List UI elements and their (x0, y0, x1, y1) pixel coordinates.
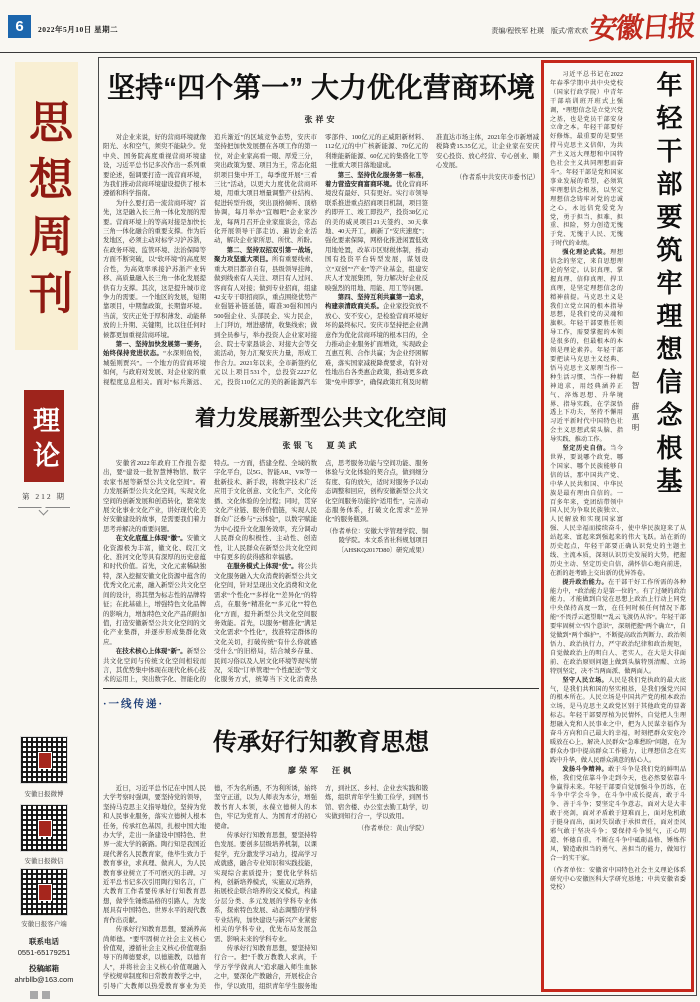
column-tag (103, 688, 539, 712)
header-divider (0, 52, 700, 53)
article-paragraph: 第三、坚持优化服务第一标准，着力营造安商富商环境。优化营商环境没有最好、只有更好。实行市领导联系推进重点招商项目机制，项目签约即开工、竣工即投产，投资38亿元的美的威灵项目21天签约、30天拿地、40天开工，刷新了“安庆速度”；强化要素保障，网格化推进闲置低效用地处置，改革市区财税体制，推动国有投资平台转型发展，谋划设立“双创”“产业”等产业基金，组建安庆人才发展集团，努力解决好企业反映强烈的用地、用能、用工等问题。 (325, 171, 429, 292)
section-badge: 理论 (24, 390, 64, 482)
article-author: 廖荣军 汪枫 (288, 766, 354, 775)
email-label: 投稿邮箱 (29, 964, 59, 973)
content-frame (98, 57, 697, 996)
article-title: 坚持“四个第一” 大力优化营商环境 (107, 72, 535, 103)
article-paragraph: 在服务模式上体现“优”。将公共文化服务融入大众消费的新型公共文化空间，针对呈现出文化消费和文化需求“个性化”“多样化”“差异化”的特点，在服务“精准化”“多元化”“特色化”方面，提升新型公共文化空间服务效能。首先，以服务“精准化”满足文化需求“个性化”，找准特定群体的文化关切，打破传统“有什么你就感受什么”的旧格局，结合城乡存量、民间习俗以及人居文化环境等现实情况，采取“订单管理”“个性配送”等文化服务方式，统筹当下文化消费热点，思考服务功能与空间功能、服务体验与文化体验的契合点，做到细分有度、有的放矢，适时对服务予以动态调整和回应，创构安徽新型公共文化空间服务功能的“适用性”，完善动态服务体系，打破文化需求“差异化”的服务瓶颈。 (214, 460, 428, 684)
article-xingzhi-education (103, 722, 539, 996)
article-body (103, 784, 539, 996)
featured-article-ideals (541, 60, 694, 992)
article-paragraph: 第一、坚持加快发展第一要务，始终保持竞进状态。“水深则鱼悦，城强则贾兴”。一个地方的营商环境如何，与政府对发展、对企业家的重视程度息息相关。面对“标兵渐远、追兵渐近”的区域竞争态势，安庆市坚持把加快发展摆在各项工作的第一位，对企业家高看一眼、厚爱三分，突出政策为要、项目为王，常态化组织项目集中开工，每季度开展“三看三比”活动，以更大力度优化营商环境，用重大项目增量调整产业结构、促进转型升级，突出顶格倾听、顶格协调，每月举办“宜咖吧”企业家沙龙，每两月召开企业家座谈会，常态化开展领导干部走访、遍访企业活动，解决企业家所思、所忧、所盼。 (103, 134, 317, 386)
article-paragraph: 安徽省2022年政府工作报告提出，要“建设一批智慧博物馆、数字农家书屋等新型公共文化空间”。着力发展新型公共文化空间，实现文化空间的创新发展和创造转化，繁荣发展文化事业文化产业，讲好现代化美好安徽建设的故事，是需要我们着力思考并解决的重要问题。 (103, 460, 206, 533)
qr-label-app: 安徽日报客户端 (21, 921, 67, 928)
article-body (103, 459, 539, 693)
page-number-badge: 6 (8, 15, 31, 38)
author-note: （作者单位：安徽大学管理学院、铜陵学院。本文系省社科规划项目〔AHSKQ2017D80〕研究成果） (325, 527, 428, 554)
page-footer-marks (30, 986, 54, 1002)
article-paragraph: 提升政治能力。在干部干好工作所需的各种能力中，“政治能力是第一位的”。有了过硬的政治能力，才能做到自觉在思想上政治上行动上同党中央保持高度一致，在任何时候任何情况下都能“不畏浮云遮望眼”“乱云飞渡仍从容”。年轻干部要牢固树立“四个意识”，深刻把握“两个确立”，自觉做到“两个维护”，不断提高政治判断力、政治领悟力、政治执行力，严守政治纪律和政治规矩，自觉做政治上的明白人、老实人，在大是大非面前、在政治原则问题上做到头脑特别清醒、立场特别坚定，决不当两面派、做两面人。 (550, 578, 687, 675)
article-paragraph: 近日，习近平总书记在中国人民大学考察时强调，要坚持党的领导，坚持马克思主义指导地位，坚持为党和人民事业服务，落实立德树人根本任务，传承红色基因，扎根中国大地办大学，走出一条建设中国特色、世界一流大学的新路。陶行知是我国近现代著名人民教育家，他毕生致力于教育事业，求真理、做真人，为人民教育事业树立了不可磨灭的丰碑。习近平总书记多次引用陶行知名言，广大教育工作者要传承好行知教育思想，做学生锤炼品格的引路人，为发展具有中国特色、世界水平的现代教育作出贡献。 (103, 785, 206, 924)
article-author: 张祥安 (304, 115, 338, 124)
column-tag-label: ·一线传递· (103, 699, 165, 710)
article-paragraph: 发扬斗争精神。敢于斗争是我们党的鲜明品格，我们党依靠斗争走到今天，也必然要依靠斗争赢得未来。年轻干部要自觉加强斗争历练，在斗争中学会斗争，在斗争中成长提高，敢于斗争、善于斗争；要坚定斗争意志，面对大是大非敢于亮剑，面对矛盾敢于迎难而上，面对危机敢于挺身而出，面对失误敢于承担责任，面对歪风邪气敢于坚决斗争；要保持斗争锐气，正心明道、怀德自重，不断在斗争中砥砺品格、锤炼作风，锻造敢担当的勇气、善担当的能力，做知行合一的实干家。 (550, 765, 687, 862)
qr-code-wechat (21, 805, 67, 851)
article-paragraph: 坚守人民立场。人民是我们党执政的最大底气，是我们共和国的坚实根基，是我们强党兴国的根本所在。人民立场是中国共产党的根本政治立场，是马克思主义政党区别于其他政党的显著标志。年轻干部要厚植为民情怀，自觉把人生理想融入党和人民事业之中，把为人民谋幸福作为奋斗方向和自己最大的幸福，时刻把群众安危冷暖放在心上，解决人民群众“急难愁盼”问题，在为群众办事中提高群众工作能力，让理想信念在实践中升华，做人民群众满意的贴心人。 (550, 676, 687, 764)
author-note: （作者系中共安庆市委书记） (455, 173, 539, 181)
article-paragraph: 坚定历史自信。当今世界，要说哪个政党、哪个国家、哪个民族能够自信的话，那中国共产党、中华人民共和国、中华民族是最有理由自信的。一百多年来，党团结带领中国人民为争取民族独立、人民解放和实现国家富强、人民幸福而接续奋斗，使中华民族迎来了从站起来、富起来到强起来的伟大飞跃。站在新的历史起点，年轻干部要正确认识党史的主题主线、主流本质，深刻认识历史发展的大势，把握历史主动、坚定历史自信，满怀信心地向前进，在新的赶考路上交出新的优异答卷。 (550, 445, 686, 577)
article-author: 张银飞 夏美武 (282, 441, 360, 450)
featured-article-title: 年轻干部要筑牢理想信念根基 (653, 71, 682, 500)
article-paragraph: 习近平总书记在2022年春季学期中共中央党校（国家行政学院）中青年干部培训班开班式上强调，“理想信念是立党兴党之基，也是党员干部安身立命之本。年轻干部要好好修炼，最重要的是要坚持马克思主义信仰，为共产主义远大理想和中国特色社会主义共同理想而奋斗”。年轻干部是党和国家事业发展的希望，必须筑牢理想信念根基，以坚定理想信念铸牢对党的忠诚之心，永远信党爱党为党，勇于担当、担难、担重、担险，努力创造无愧于党、无愧于人民、无愧于时代的业绩。 (550, 71, 623, 248)
article-paragraph: 传承好行知教育思想，要涵养高尚师德。“要牢固树立社会主义核心价值观，遵循社会主义核心价值观指导下的师德要求，以德施教，以德育人”，并将社会主义核心价值观融入学校规章制度和日常教育教学之中，引导广大教师以热爱教育事业为美德，不为名所遇，不为利所诱，始终坚守正道，以为人师表为本分，增强教书育人本领，永葆立德树人的本色，牢记为党育人、为国育才的初心使命。 (103, 785, 317, 990)
phone-number: 0551-65179251 (17, 948, 71, 957)
qr-label-weibo: 安徽日报微博 (24, 791, 64, 798)
masthead-logo: 安徽日报 (587, 11, 696, 46)
article-title: 着力发展新型公共文化空间 (195, 407, 447, 430)
vertical-title-block (628, 71, 686, 519)
article-paragraph: 传承好行知教育思想，要坚持知行合一。把“千教万教教人求真，千学万学学做真人”追求融入师生血脉之中，要深化产教融合，开展校企合作，学以致用，组织青年学生服务地方，到社区、乡村、企业去实践和锻炼，组织青年学生勤工俭学，到图书馆、宿舍楼、办公室去勤工助学，切实做到知行合一，学以致用。 (214, 785, 428, 990)
article-public-culture-space (103, 402, 539, 693)
article-paragraph: 在文化底蕴上体现“徽”。安徽文化资源极为丰富，徽文化、皖江文化、淮河文化等具有深厚的历史意蕴和时代价值。首先，文化元素稀缺独特，深入挖掘安徽文化资源中蕴含的优秀文化元素，融入新型公共文化空间的设计，将其塑为标志性的品牌特征；在此基础上，增强特色文化品牌的影响力，增加特色文化产品的附加值，打造安徽新型公共文化空间的文化产业集群，并逐步形成集群化效应。 (103, 535, 207, 646)
editors-credit: 责编/程铁军 杜瑛 版式/常欢欢 (491, 27, 588, 35)
qr-label-wechat: 安徽日报微信 (24, 858, 64, 865)
article-business-environment (103, 66, 539, 395)
email-address: ahrbllb@163.com (14, 975, 74, 984)
article-paragraph: 为什么要打造一流营商环境？首先，这是融入长三角一体化发展的需要。营商环境上的等高对接是加快长三角一体化融合的重要支撑。作为后发地区，必须主动对标学习沪苏浙，在政务环境、监管环境、法治保障等方面不断突破，以“软环境”的高度契合性，为高效率承接沪苏浙产业转移、高质量融入长三角一体化发展提供有力支撑。其次，这是提升城市竞争力的需要。一个地区的发展，短期靠项目，中期靠政策，长期靠环境。当前，安庆正处于厚积薄发、动能释放的上升期、关键期，比以往任何时候都更加重视营商环境。 (103, 199, 206, 339)
article-paragraph: 第四、坚持互利共赢第一追求，构建亲清政商关系。企业家投资放不放心、安不安心，是检验营商环境好坏的最终标尺。安庆市坚持把企业满意作为优化营商环境的根本目的，全力推动企业服务扩面增效，实现政企互惠互利、合作共赢；为企业纾困解难，落实国家减税降费要求，有针对性地出台各类惠企政策，推动更多政策“免申即享”，确保政策红利及时精准直达市场主体，2021年全市新增减税降费15.35亿元，让企业家在安庆安心投资、放心经营、专心创业、顺心发展。 (325, 134, 539, 386)
article-paragraph: 第二、坚持双招双引第一战场，聚力攻坚重大项目。所有重要线索、重大项目都亲自有，县级领导挂帅，做到线索有人关注、项目有人过问、客商有人对接；做到专业招商，组建42支专干职招商队，重点围绕优势产业强链补链延链，瞄准30强和国内500强企业、头部民企、实力民企，上门拜访，增进感情，收集线索；做到全员参与，举办投资人企业家对接会、院士专家恳谈会、对接大会等交流活动，努力汇聚安庆力量，形成工作合力。2021年以来，全市新签约亿元以上项目531个，总投资2227亿元，投资110亿元的美的新能源汽车零部件、100亿元的正威阳新材料、112亿元的中广核新能源、70亿元的利维能新能源、60亿元的集盛化工等一批重大项目落地建成。 (214, 134, 428, 386)
article-paragraph: 强化理论武装。理想信念的坚定，来自思想理论的坚定。认识真理、掌握真理、信仰真理、捍卫真理，是坚定理想信念的精神前提。马克思主义是我们立党立国的根本指导思想，是我们党的灵魂和旗帜。年轻干部要胜任领导工作，需要掌握的本领是很多的，但最根本的本领是理论素养。年轻干部要把读马克思主义经典、悟马克思主义原理当作一种生活习惯、当作一种精神追求，用经典涵养正气、淬炼思想、升华境界、指导实践，在学深悟透上下功夫，坚持不懈用习近平新时代中国特色社会主义思想武装头脑、指导实践、推动工作。 (550, 249, 624, 444)
article-title: 传承好行知教育思想 (213, 729, 429, 756)
issue-number: 第 212 期 (22, 492, 66, 501)
weekly-masthead: 思想周刊 (15, 62, 78, 350)
issue-date: 2022年5月10日 星期二 (38, 25, 119, 34)
qr-code-app (21, 869, 67, 915)
featured-article-authors: 赵智 薛惠明 (631, 371, 640, 434)
author-note: （作者单位：黄山学院） (357, 824, 428, 832)
issue-divider (18, 507, 70, 508)
article-body (103, 133, 539, 395)
article-paragraph: 对企业来说，好的营商环境就像阳光、水和空气，须臾不能缺少。党中央、国务院高度重视营商环境建设，习近平总书记多次作出一系列重要论述，强调要打造一流营商环境，为我们推动营商环境建设提供了根本遵循和科学指南。 (103, 134, 206, 198)
phone-label: 联系电话 (29, 937, 59, 946)
author-note: （作者单位：安徽省中国特色社会主义理论体系研究中心安徽医科大学研究基地；中共安徽省委党校） (550, 866, 686, 892)
article-paragraph: 在技术核心上体现“新”。新型公共文化空间与传统文化空间相较而言，其优势集中体现在现代化核心技术的运用上，突出数字化、智能化的特点。一方面，搭建全程、全域的数字化平台，以5G、智能AR、VR等一批新技术、新手段，将数字技术广泛应用于文化创意、文化生产、文化传播、文化体验的全过程；同时，贯穿文化产业链、服务价值链，实现人民群众广泛参与“云体验”，以数字赋能为中心提升文化服务效率，充分调动人民群众的积极性、主动性、创造性，让人民群众在新型公共文化空间中有更多的获得感和幸福感。 (103, 460, 317, 684)
article-paragraph: 传承好行知教育思想，要坚持特色发展。要创多层级培养机制，以课促学，充分激发学习动力，提高学习成就感，融合专业知识和实践技能，实现综合素质提升；要优化学科结构，创新培养模式，实施双元培养，拓展校企联合培养的交叉模式，构建分层分类、多元发展的学科专业体系，探索特色发展、动态调整的学科专业结构，加快建设与新兴产业紧密相关的学科专业，优先布局发展急需、影响未来的学科专业。 (214, 832, 317, 943)
qr-code-weibo (21, 737, 67, 783)
